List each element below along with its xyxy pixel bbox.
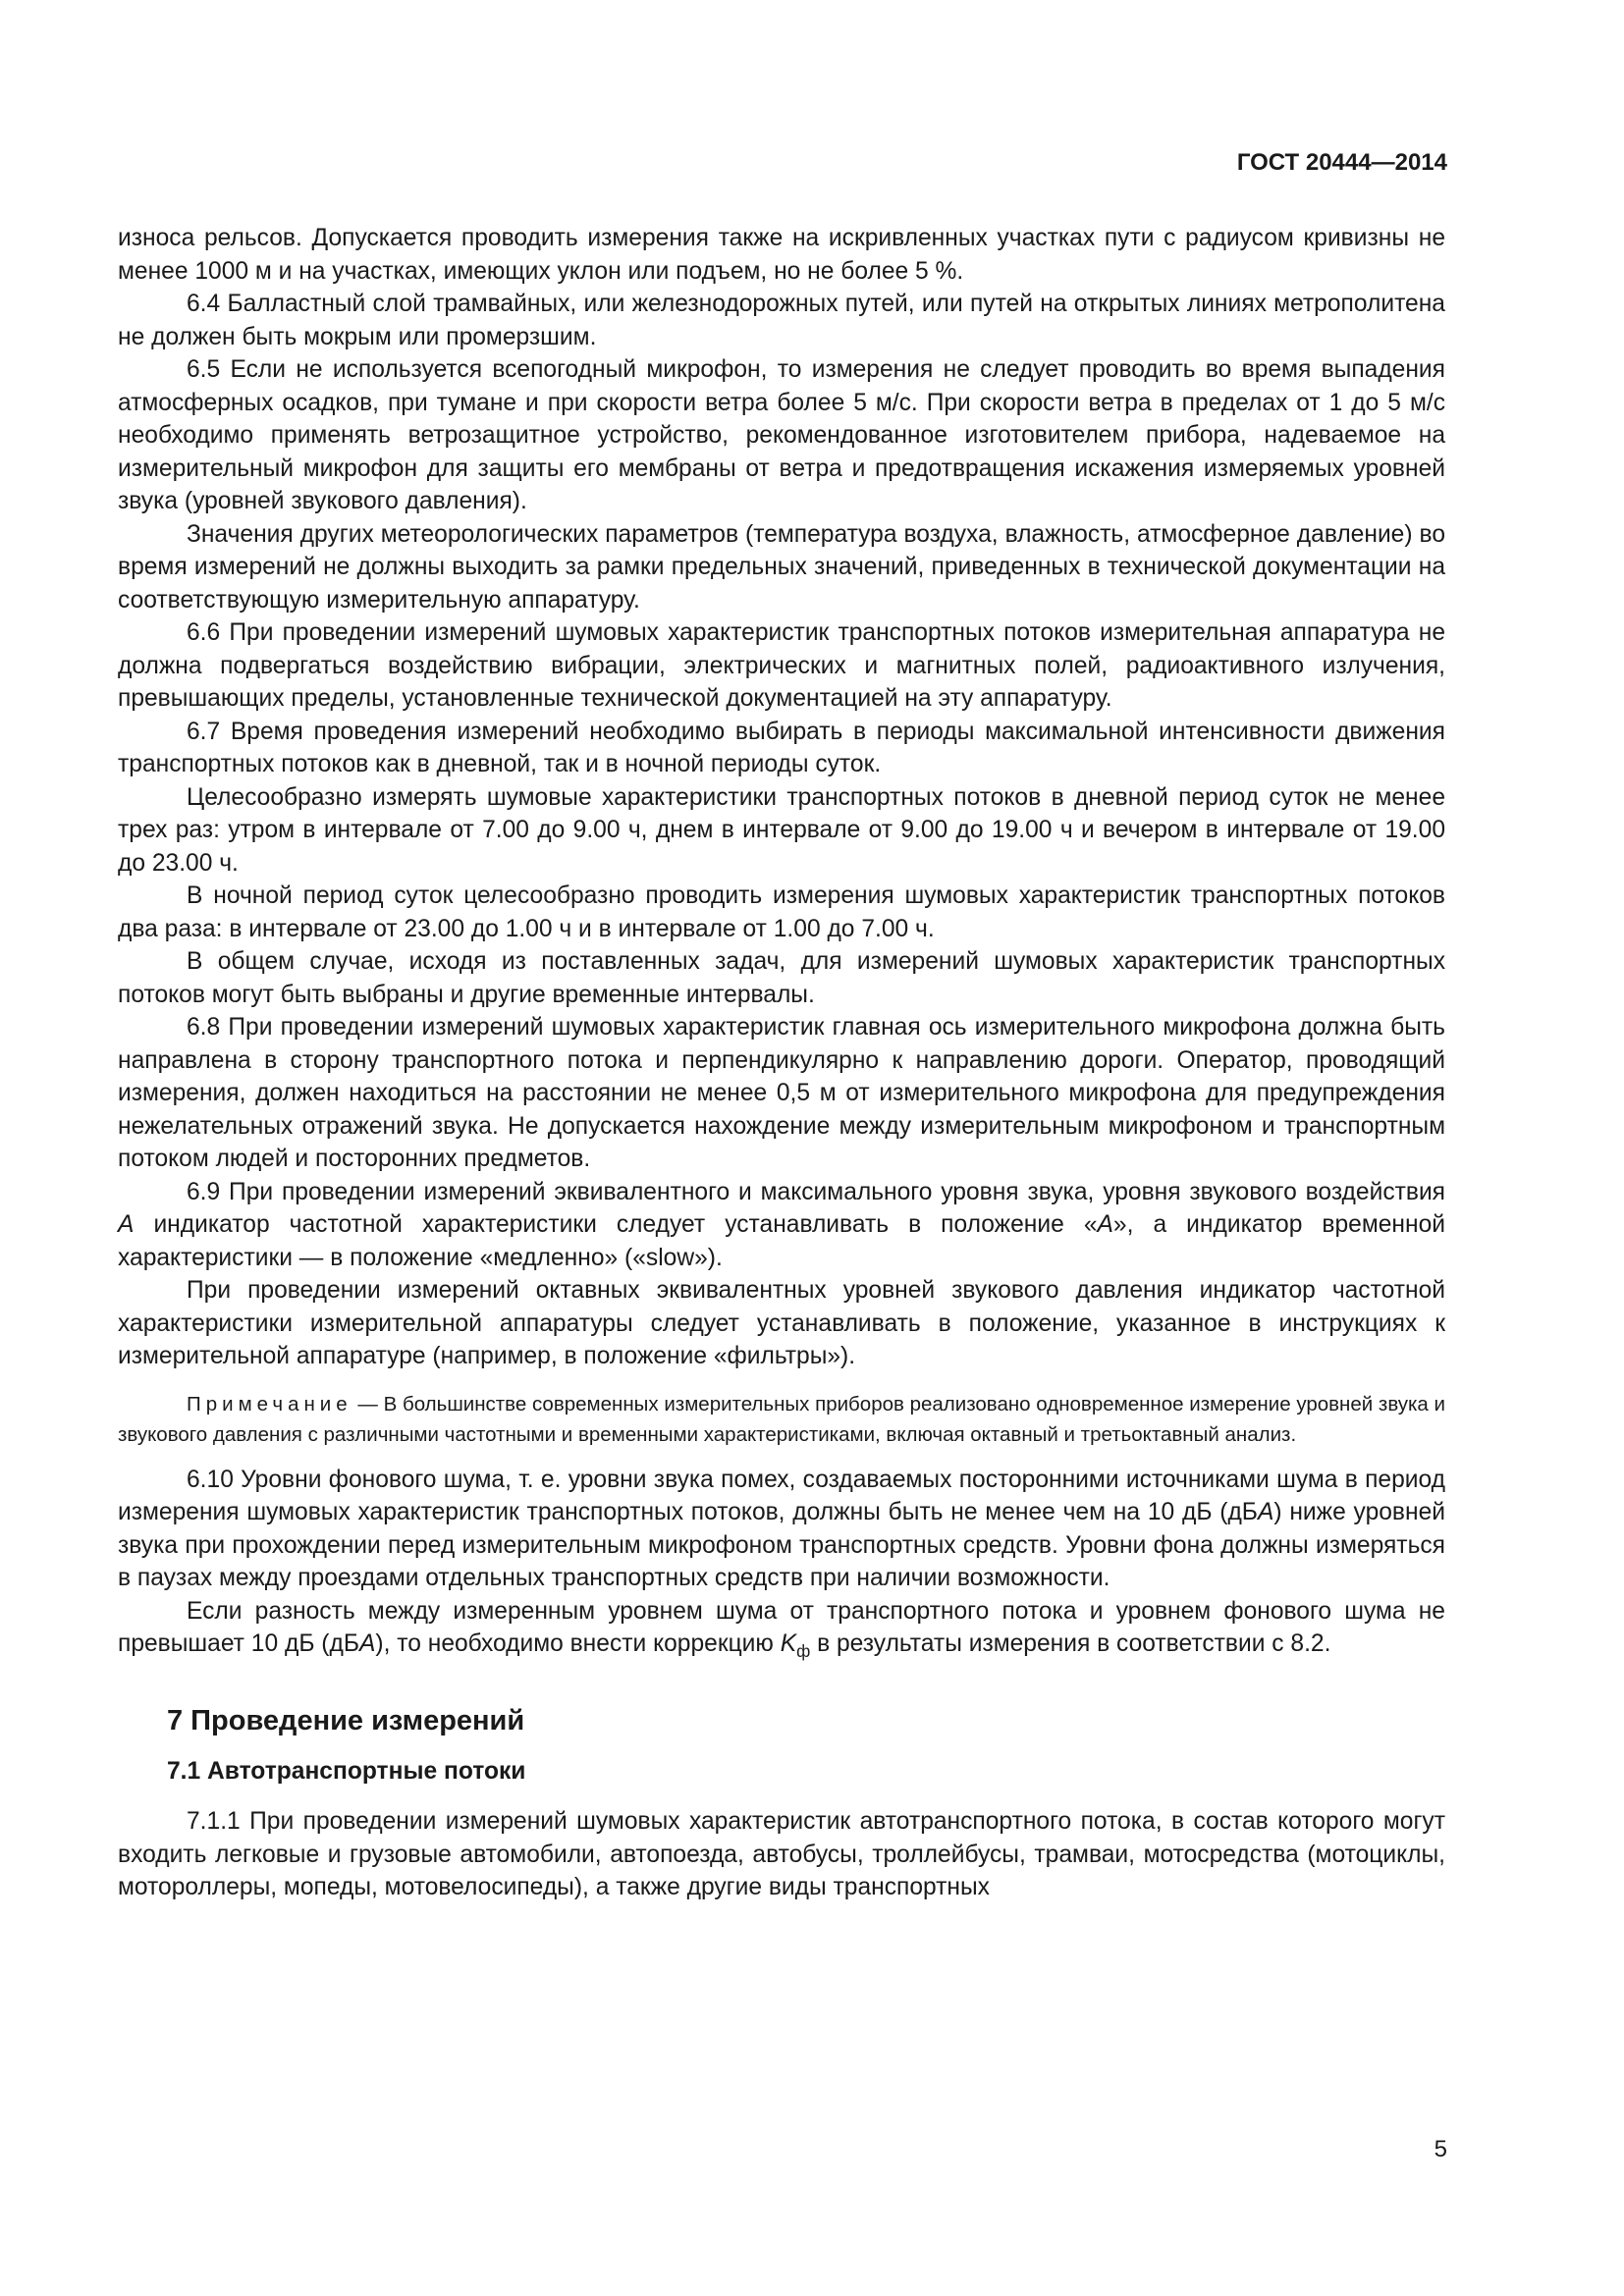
page-content bbox=[118, 222, 1445, 1904]
paragraph-meteo: Значения других метеорологических параметров (температура воздуха, влажность, атмосферное давление) во время измерений не должны выходить за рамки предельных значений, приведенных в технической документации на соответствующую измерительную аппаратуру. bbox=[118, 520, 1445, 614]
paragraph-6-9: 6.9 При проведении измерений эквивалентного и максимального уровня звука, уровня звукового воздействия А индикатор частотной характеристики следует устанавливать в положение «А», а индикатор временной характеристики — в положение «медленно» («slow»). bbox=[118, 1178, 1445, 1271]
note-label: Примечание bbox=[187, 1392, 352, 1415]
paragraph-general-case: В общем случае, исходя из поставленных задач, для измерений шумовых характеристик транспортных потоков могут быть выбраны и другие временные интервалы. bbox=[118, 948, 1445, 1008]
note bbox=[118, 1389, 1445, 1450]
paragraph-day-period: Целесообразно измерять шумовые характеристики транспортных потоков в дневной период суток не менее трех раз: утром в интервале от 7.00 до 9.00 ч, днем в интервале от 9.00 до 19.00 ч и вечером в интервале от 19.00 до 23.00 ч. bbox=[118, 783, 1445, 877]
paragraph-6-5: 6.5 Если не используется всепогодный микрофон, то измерения не следует проводить во время выпадения атмосферных осадков, при тумане и при скорости ветра более 5 м/с. При скорости ветра в пределах от 1 до 5 м/с необходимо применять ветрозащитное устройство, рекомендованное изготовителем прибора, надеваемое на измерительный микрофон для защиты его мембраны от ветра и предотвращения искажения измеряемых уровней звука (уровней звукового давления). bbox=[118, 356, 1445, 514]
paragraph-continuation: износа рельсов. Допускается проводить измерения также на искривленных участках пути с радиусом кривизны не менее 1000 м и на участках, имеющих уклон или подъем, но не более 5 %. bbox=[118, 225, 1445, 285]
document-code: ГОСТ 20444—2014 bbox=[1236, 149, 1447, 176]
paragraph-6-7: 6.7 Время проведения измерений необходимо выбирать в периоды максимальной интенсивности движения транспортных потоков как в дневной, так и в ночной периоды суток. bbox=[118, 718, 1445, 777]
paragraph-6-4: 6.4 Балластный слой трамвайных, или железнодорожных путей, или путей на открытых линиях метрополитена не должен быть мокрым или промерзшим. bbox=[118, 291, 1445, 350]
section-7-1-heading: 7.1 Автотранспортные потоки bbox=[167, 1758, 526, 1786]
section-7-heading: 7 Проведение измерений bbox=[167, 1705, 525, 1737]
paragraph-7-1-1: 7.1.1 При проведении измерений шумовых характеристик автотранспортного потока, в состав которого могут входить легковые и грузовые автомобили, автопоезда, автобусы, троллейбусы, трамваи, мотосредства (мотоциклы, мотороллеры, мопеды, мотовелосипеды), а также другие виды транспортных bbox=[118, 1808, 1445, 1901]
note-text: — В большинстве современных измерительных приборов реализовано одновременное измерение уровней звука и звукового давления с различными частотными и временными характеристиками, включая октавный и третьоктавный анализ. bbox=[118, 1392, 1445, 1446]
page-number: 5 bbox=[1434, 2136, 1447, 2163]
paragraph-6-6: 6.6 При проведении измерений шумовых характеристик транспортных потоков измерительная аппаратура не должна подвергаться воздействию вибрации, электрических и магнитных полей, радиоактивного излучения, превышающих пределы, установленные технической документацией на эту аппаратуру. bbox=[118, 619, 1445, 712]
paragraph-octave: При проведении измерений октавных эквивалентных уровней звукового давления индикатор частотной характеристики измерительной аппаратуры следует устанавливать в положение, указанное в инструкциях к измерительной аппаратуре (например, в положение «фильтры»). bbox=[118, 1277, 1445, 1369]
paragraph-correction: Если разность между измеренным уровнем шума от транспортного потока и уровнем фонового шума не превышает 10 дБ (дБА), то необходимо внести коррекцию $K_ф$ в результаты измерения в соответствии с 8.2. bbox=[118, 1597, 1445, 1661]
paragraph-6-8: 6.8 При проведении измерений шумовых характеристик главная ось измерительного микрофона должна быть направлена в сторону транспортного потока и перпендикулярно к направлению дороги. Оператор, проводящий измерения, должен находиться на расстоянии не менее 0,5 м от измерительного микрофона для предупреждения нежелательных отражений звука. Не допускается нахождение между измерительным микрофоном и транспортным потоком людей и посторонних предметов. bbox=[118, 1014, 1445, 1172]
paragraph-night-period: В ночной период суток целесообразно проводить измерения шумовых характеристик транспортных потоков два раза: в интервале от 23.00 до 1.00 ч и в интервале от 1.00 до 7.00 ч. bbox=[118, 882, 1445, 942]
paragraph-6-10: 6.10 Уровни фонового шума, т. е. уровни звука помех, создаваемых посторонними источниками шума в период измерения шумовых характеристик транспортных потоков, должны быть не менее чем на 10 дБ (дБА) ниже уровней звука при прохождении перед измерительным микрофоном транспортных средств. Уровни фона должны измеряться в паузах между проездами отдельных транспортных средств при наличии возможности. bbox=[118, 1466, 1445, 1591]
